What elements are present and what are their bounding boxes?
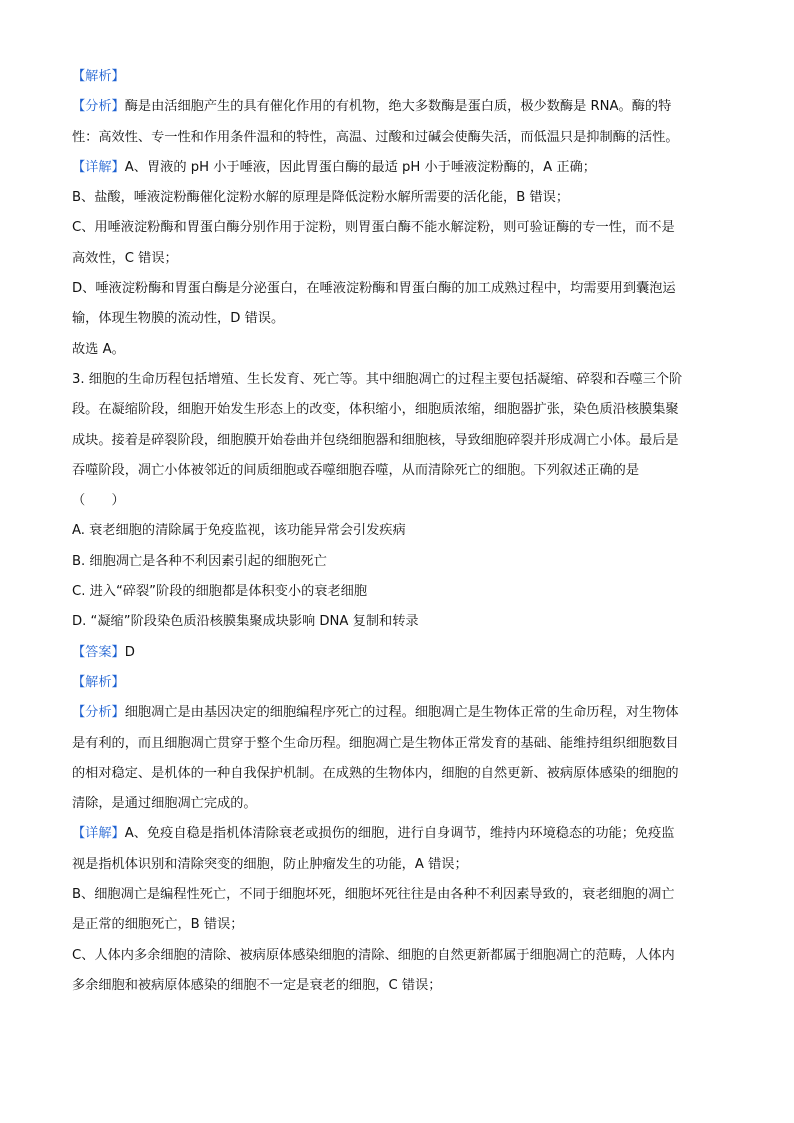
detail-text-line: 是正常的细胞死亡，B 错误； [72, 917, 244, 933]
detail-text-line: C、用唾液淀粉酶和胃蛋白酶分别作用于淀粉，则胃蛋白酶不能水解淀粉，则可验证酶的专一性，而不是 [72, 220, 675, 236]
analysis-text-line: 性：高效性、专一性和作用条件温和的特性，高温、过酸和过碱会使酶失活，而低温只是抑制酶的活性。 [72, 129, 679, 145]
detail-text-line: B、盐酸，唾液淀粉酶催化淀粉水解的原理是降低淀粉水解所需要的活化能，B 错误； [72, 190, 570, 206]
conclusion-line: 故选 A。 [72, 341, 125, 357]
question-stem-line: 3. 细胞的生命历程包括增殖、生长发育、死亡等。其中细胞凋亡的过程主要包括凝缩、碎裂和吞噬三个阶 [72, 371, 683, 387]
question-stem-line: 成块。接着是碎裂阶段，细胞膜开始卷曲并包绕细胞器和细胞核，导致细胞碎裂并形成凋亡小体。最后是 [72, 432, 679, 448]
analysis-tag: 【分析】 [72, 99, 125, 115]
question-stem-line: 吞噬阶段，凋亡小体被邻近的间质细胞或吞噬细胞吞噬，从而清除死亡的细胞。下列叙述正确的是 [72, 462, 640, 478]
option-c: C. 进入“碎裂”阶段的细胞都是体积变小的衰老细胞 [72, 584, 368, 600]
explanation-heading: 【解析】 [72, 674, 125, 690]
document-page [72, 62, 724, 1001]
detail-text: A、免疫自稳是指机体清除衰老或损伤的细胞，进行自身调节，维持内环境稳态的功能；免疫监 [124, 826, 675, 842]
option-a: A. 衰老细胞的清除属于免疫监视，该功能异常会引发疾病 [72, 523, 406, 539]
option-b: B. 细胞凋亡是各种不利因素引起的细胞死亡 [72, 553, 327, 569]
analysis-text: 细胞凋亡是由基因决定的细胞编程序死亡的过程。细胞凋亡是生物体正常的生命历程，对生物体 [124, 705, 679, 721]
explanation-heading: 【解析】 [72, 69, 125, 84]
detail-text-line: 输，体现生物膜的流动性，D 错误。 [72, 311, 285, 327]
answer-value: D [124, 644, 135, 660]
analysis-paragraph-line [72, 92, 724, 122]
detail-text-line: 视是指机体识别和清除突变的细胞，防止肿瘤发生的功能，A 错误； [72, 856, 468, 872]
answer-tag: 【答案】 [72, 644, 125, 660]
analysis-tag: 【分析】 [72, 705, 125, 721]
detail-text-line: B、细胞凋亡是编程性死亡，不同于细胞坏死，细胞坏死往往是由各种不利因素导致的，衰老细胞的凋亡 [72, 887, 675, 903]
detail-text-line: D、唾液淀粉酶和胃蛋白酶是分泌蛋白，在唾液淀粉酶和胃蛋白酶的加工成熟过程中，均需要用到囊泡运 [72, 281, 676, 297]
analysis-text: 酶是由活细胞产生的具有催化作用的有机物，绝大多数酶是蛋白质，极少数酶是 RNA。酶的特 [124, 99, 672, 115]
detail-text-line: C、人体内多余细胞的清除、被病原体感染细胞的清除、细胞的自然更新都属于细胞凋亡的范畴，人体内 [72, 947, 675, 963]
detail-tag: 【详解】 [72, 826, 125, 842]
detail-text-line: 多余细胞和被病原体感染的细胞不一定是衰老的细胞，C 错误； [72, 977, 442, 993]
analysis-text-line: 是有利的，而且细胞凋亡贯穿于整个生命历程。细胞凋亡是生物体正常发育的基础、能维持组织细胞数目 [72, 735, 679, 751]
analysis-paragraph-line [72, 698, 724, 728]
option-d: D. “凝缩”阶段染色质沿核膜集聚成块影响 DNA 复制和转录 [72, 614, 419, 630]
detail-text-line: 高效性，C 错误； [72, 250, 178, 266]
answer-line [72, 638, 724, 668]
detail-paragraph-line [72, 819, 724, 849]
analysis-text-line: 清除，是通过细胞凋亡完成的。 [72, 796, 257, 812]
question-stem-line: 段。在凝缩阶段，细胞开始发生形态上的改变，体积缩小，细胞质浓缩，细胞器扩张，染色质沿核膜集聚 [72, 402, 679, 418]
detail-paragraph-line [72, 153, 724, 183]
answer-blank: （ ） [72, 493, 125, 509]
analysis-text-line: 的相对稳定、是机体的一种自我保护机制。在成熟的生物体内，细胞的自然更新、被病原体感染的细胞的 [72, 765, 679, 781]
detail-text: A、胃液的 pH 小于唾液，因此胃蛋白酶的最适 pH 小于唾液淀粉酶的，A 正确； [124, 159, 596, 175]
detail-tag: 【详解】 [72, 159, 125, 175]
